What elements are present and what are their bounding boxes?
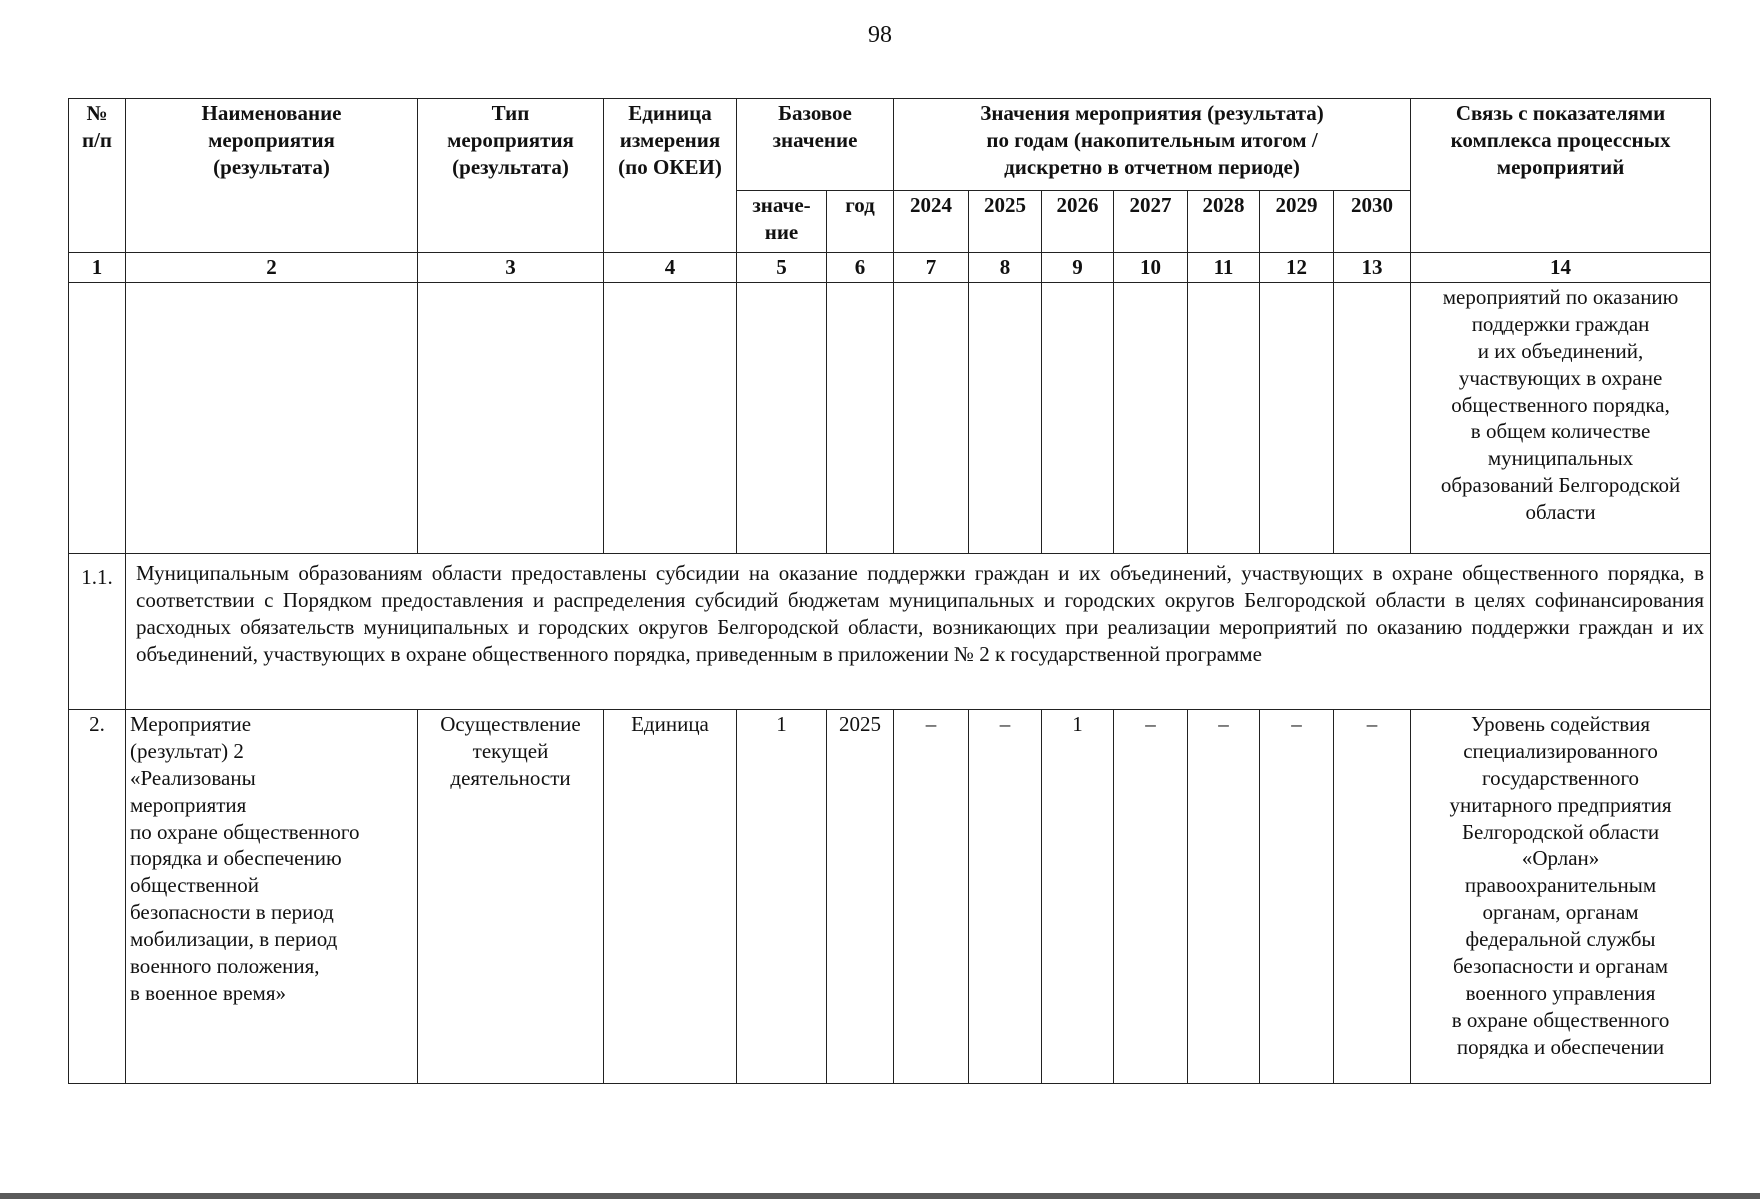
header-year-2028: 2028 [1188,191,1260,253]
table-row-1-1 [69,554,1711,710]
item-2-value-2025: – [969,710,1042,1084]
column-number: 14 [1411,253,1711,283]
row-number: 1.1. [69,554,126,710]
item-2-link: Уровень содействия специализированного государственного унитарного предприятия Белгородской области «Орлан» правоохранительным органам, органам федеральной службы безопасности и органам военного управления в охране общественного порядка и обеспечении [1411,710,1711,1084]
item-1-1-text: Муниципальным образованиям области предоставлены субсидии на оказание поддержки граждан и их объединений, участвующих в охране общественного порядка, в соответствии с Порядком предоставления и распределения субсидий бюджетам муниципальных и городских округов Белгородской области в целях софинансирования расходных обязательств муниципальных и городских округов Белгородской области, возникающих при реализации мероприятий по оказанию поддержки граждан и их объединений, участвующих в охране общественного порядка, приведенным в приложении № 2 к государственной программе [126,554,1711,710]
item-2-base-value: 1 [737,710,827,1084]
item-2-value-2026: 1 [1042,710,1114,1084]
item-2-value-2024: – [894,710,969,1084]
column-number-row [69,253,1711,283]
column-number: 10 [1114,253,1188,283]
item-2-value-2027: – [1114,710,1188,1084]
page-number: 98 [868,22,892,48]
column-number: 5 [737,253,827,283]
row-number: 2. [69,710,126,1084]
table-row-2 [69,710,1711,1084]
item-2-base-year: 2025 [827,710,894,1084]
column-number: 12 [1260,253,1334,283]
header-year-2027: 2027 [1114,191,1188,253]
item-2-value-2030: – [1334,710,1411,1084]
column-number: 8 [969,253,1042,283]
header-base-value: значе- ние [737,191,827,253]
item-2-value-2028: – [1188,710,1260,1084]
page-bottom-rule [0,1193,1760,1199]
column-number: 3 [418,253,604,283]
header-base: Базовое значение [737,99,894,191]
header-values-by-year: Значения мероприятия (результата) по годам (накопительным итогом / дискретно в отчетном периоде) [894,99,1411,191]
column-number: 7 [894,253,969,283]
header-type: Тип мероприятия (результата) [418,99,604,253]
column-number: 2 [126,253,418,283]
header-year-2026: 2026 [1042,191,1114,253]
table-row-continuation [69,283,1711,554]
column-number: 9 [1042,253,1114,283]
header-year-2030: 2030 [1334,191,1411,253]
header-unit: Единица измерения (по ОКЕИ) [604,99,737,253]
item-2-unit: Единица [604,710,737,1084]
header-num: № п/п [69,99,126,253]
header-row-top [69,99,1711,191]
header-name: Наименование мероприятия (результата) [126,99,418,253]
header-year-2029: 2029 [1260,191,1334,253]
column-number: 6 [827,253,894,283]
continuation-link-text: мероприятий по оказанию поддержки граждан и их объединений, участвующих в охране общественного порядка, в общем количестве муниципальных образований Белгородской области [1411,283,1711,554]
item-2-name: Мероприятие (результат) 2 «Реализованы мероприятия по охране общественного порядка и обеспечению общественной безопасности в период мобилизации, в период военного положения, в военное время» [126,710,418,1084]
item-2-value-2029: – [1260,710,1334,1084]
column-number: 1 [69,253,126,283]
column-number: 4 [604,253,737,283]
header-base-year: год [827,191,894,253]
header-year-2025: 2025 [969,191,1042,253]
item-2-type: Осуществление текущей деятельности [418,710,604,1084]
measures-table [68,98,1711,1084]
column-number: 13 [1334,253,1411,283]
header-link: Связь с показателями комплекса процессных мероприятий [1411,99,1711,253]
column-number: 11 [1188,253,1260,283]
header-year-2024: 2024 [894,191,969,253]
